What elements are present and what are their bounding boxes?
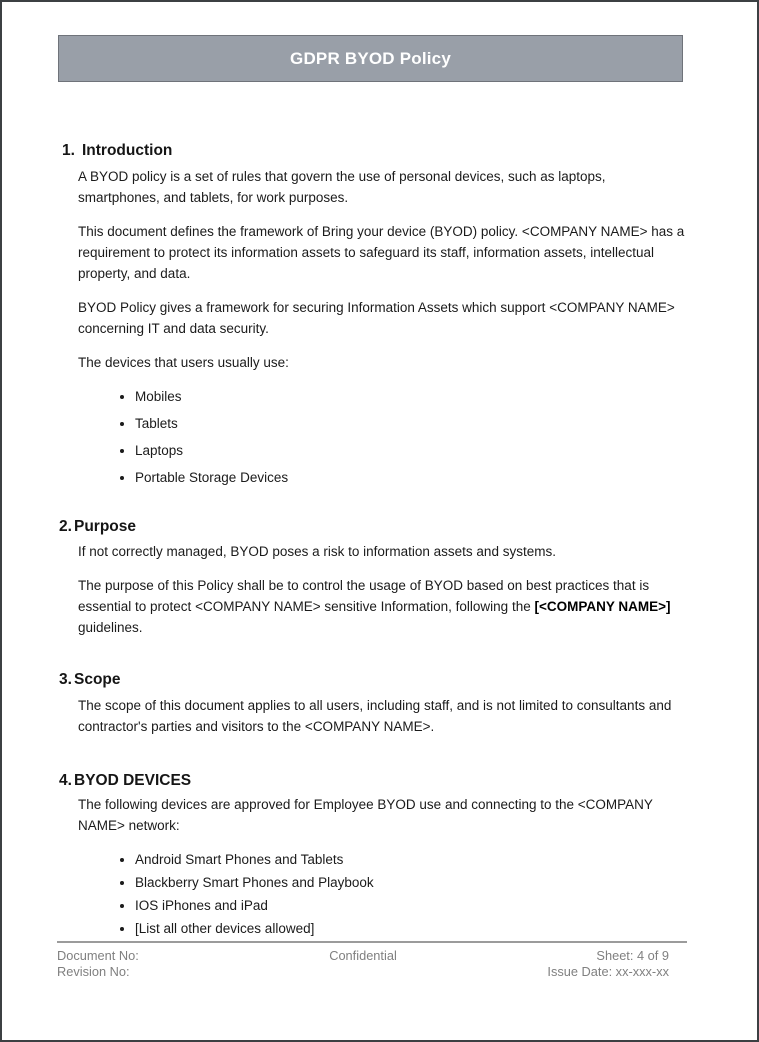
paragraph: The following devices are approved for Employee BYOD use and connecting to the <COMPANY NAME> network:	[78, 797, 653, 833]
paragraph: This document defines the framework of Bring your device (BYOD) policy. <COMPANY NAME> has a requirement to protect its information assets to safeguard its staff, information assets, intellectual property, and data.	[78, 224, 685, 281]
page-title: GDPR BYOD Policy	[290, 48, 451, 68]
paragraph: BYOD Policy gives a framework for securing Information Assets which support <COMPANY NAME> concerning IT and data security.	[78, 300, 675, 336]
section-body	[78, 541, 690, 638]
paragraph: The devices that users usually use:	[78, 355, 289, 370]
bullet-item: • Blackberry Smart Phones and Playbook	[135, 872, 690, 893]
section-scope	[59, 670, 688, 737]
section-number: 1.	[62, 142, 75, 159]
section-body	[78, 166, 690, 488]
page-footer	[57, 941, 687, 979]
section-number: 3.	[59, 671, 72, 688]
bullet-list	[78, 386, 690, 488]
sheet-label: Sheet: 4 of 9	[596, 948, 669, 963]
footer-center	[261, 948, 465, 979]
section-title: Purpose	[74, 518, 137, 535]
section-byod-devices	[59, 771, 688, 939]
section-heading	[62, 141, 688, 161]
confidential-label: Confidential	[329, 948, 397, 963]
bullet-item: • Tablets	[135, 413, 690, 434]
section-heading	[59, 517, 688, 537]
bold-company-name: [<COMPANY NAME>]	[534, 599, 671, 614]
section-title: Introduction	[82, 142, 173, 159]
bullet-item: • Android Smart Phones and Tablets	[135, 849, 690, 870]
issue-date-label: Issue Date: xx-xxx-xx	[547, 963, 669, 979]
bullet-list	[78, 849, 690, 939]
paragraph-text: guidelines.	[78, 620, 143, 635]
bullet-item: • Mobiles	[135, 386, 690, 407]
section-body	[78, 695, 690, 737]
section-body	[78, 794, 690, 939]
section-number: 4.	[59, 772, 72, 789]
document-content	[59, 141, 688, 939]
document-no-label: Document No:	[57, 948, 139, 963]
bullet-item: • IOS iPhones and iPad	[135, 895, 690, 916]
section-title: Scope	[74, 671, 121, 688]
section-heading	[59, 771, 688, 791]
paragraph: If not correctly managed, BYOD poses a risk to information assets and systems.	[78, 544, 556, 559]
section-number: 2.	[59, 518, 72, 535]
section-heading	[59, 670, 688, 690]
section-introduction	[59, 141, 688, 488]
section-purpose	[59, 517, 688, 638]
paragraph-text: The purpose of this Policy shall be to control the usage of BYOD based on best practices that is essential to protect <COMPANY NAME> sensitive Information, following the	[78, 578, 650, 614]
bullet-item: • [List all other devices allowed]	[135, 918, 690, 939]
section-title: BYOD DEVICES	[74, 772, 192, 789]
paragraph: The scope of this document applies to all users, including staff, and is not limited to consultants and contractor's parties and visitors to the <COMPANY NAME>.	[78, 698, 672, 734]
bullet-item: • Portable Storage Devices	[135, 467, 690, 488]
bullet-item: • Laptops	[135, 440, 690, 461]
title-banner	[58, 35, 683, 82]
revision-no-label: Revision No:	[57, 963, 130, 979]
footer-right	[465, 948, 687, 979]
paragraph: A BYOD policy is a set of rules that govern the use of personal devices, such as laptops, smartphones, and tablets, for work purposes.	[78, 169, 606, 205]
footer-left	[57, 948, 261, 979]
paragraph	[78, 575, 690, 638]
